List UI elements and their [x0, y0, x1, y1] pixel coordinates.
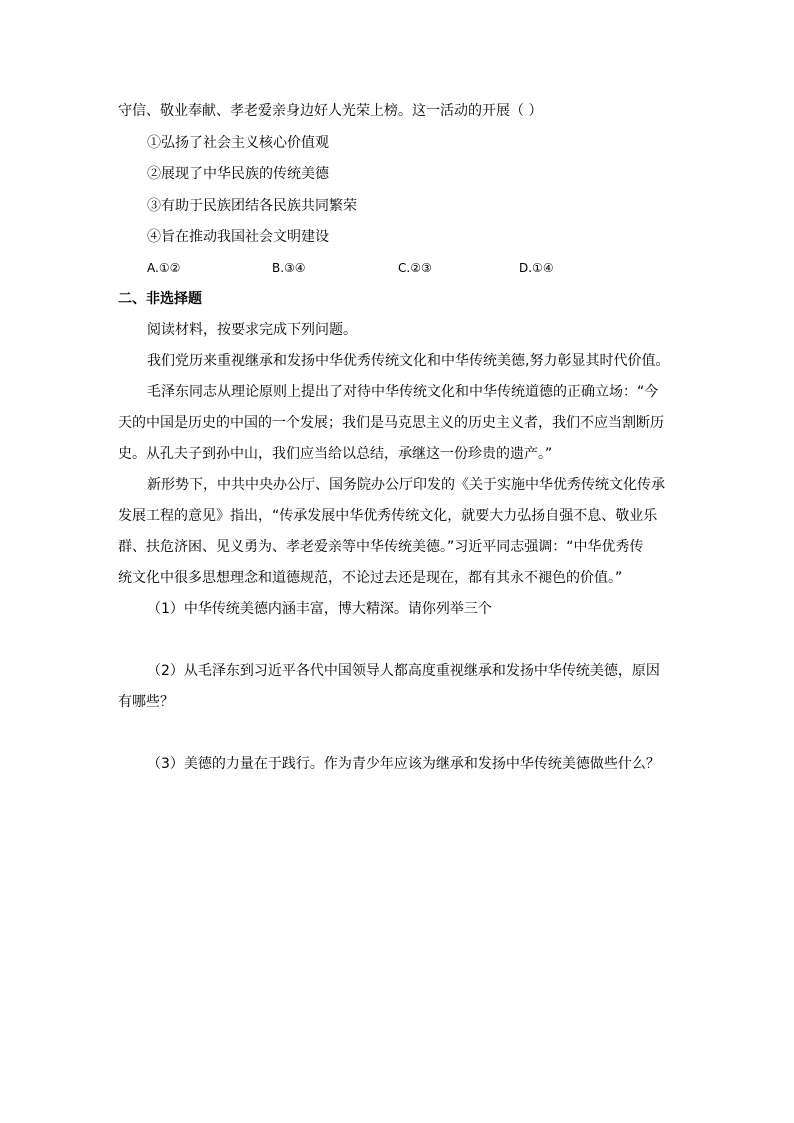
instruction: 阅读材料，按要求完成下列问题。 [147, 322, 357, 338]
question-1: （1）中华传统美德内涵丰富，博大精深。请你列举三个 [147, 601, 492, 617]
question-2-line-2: 有哪些？ [118, 694, 174, 710]
question-3: （3）美德的力量在于践行。作为青少年应该为继承和发扬中华传统美德做些什么？ [147, 756, 660, 772]
statement-3: ③有助于民族团结各民族共同繁荣 [147, 198, 357, 214]
material-paragraph-3-line-1: 新形势下，中共中央办公厅、国务院办公厅印发的《关于实施中华优秀传统文化传承 [147, 477, 665, 493]
option-a: A.①② [147, 261, 181, 275]
statement-1: ①弘扬了社会主义核心价值观 [147, 135, 329, 151]
material-paragraph-2-line-2: 天的中国是历史的中国的一个发展；我们是马克思主义的历史主义者，我们不应当割断历 [118, 415, 664, 431]
option-d: D.①④ [519, 261, 554, 275]
statement-4: ④旨在推动我国社会文明建设 [147, 229, 329, 245]
material-paragraph-2-line-1: 毛泽东同志从理论原则上提出了对待中华传统文化和中华传统道德的正确立场：“今 [147, 384, 659, 400]
material-paragraph-3-line-3: 群、扶危济困、见义勇为、孝老爱亲等中华传统美德。”习近平同志强调：“中华优秀传 [118, 539, 644, 555]
material-paragraph-1: 我们党历来重视继承和发扬中华优秀传统文化和中华传统美德,努力彰显其时代价值。 [147, 353, 670, 369]
question-2-line-1: （2）从毛泽东到习近平各代中国领导人都高度重视继承和发扬中华传统美德，原因 [147, 663, 660, 679]
material-paragraph-3-line-4: 统文化中很多思想理念和道德规范，不论过去还是现在，都有其永不褪色的价值。” [118, 570, 623, 586]
section-title: 二、非选择题 [118, 291, 202, 307]
material-paragraph-2-line-3: 史。从孔夫子到孙中山，我们应当给以总结，承继这一份珍贵的遗产。” [118, 446, 553, 462]
question-stem-tail: 守信、敬业奉献、孝老爱亲身边好人光荣上榜。这一活动的开展（ ） [118, 103, 543, 119]
statement-2: ②展现了中华民族的传统美德 [147, 166, 329, 182]
option-c: C.②③ [398, 261, 432, 275]
material-paragraph-3-line-2: 发展工程的意见》指出，“传承发展中华优秀传统文化，就要大力弘扬自强不息、敬业乐 [118, 508, 658, 524]
option-b: B.③④ [272, 261, 306, 275]
